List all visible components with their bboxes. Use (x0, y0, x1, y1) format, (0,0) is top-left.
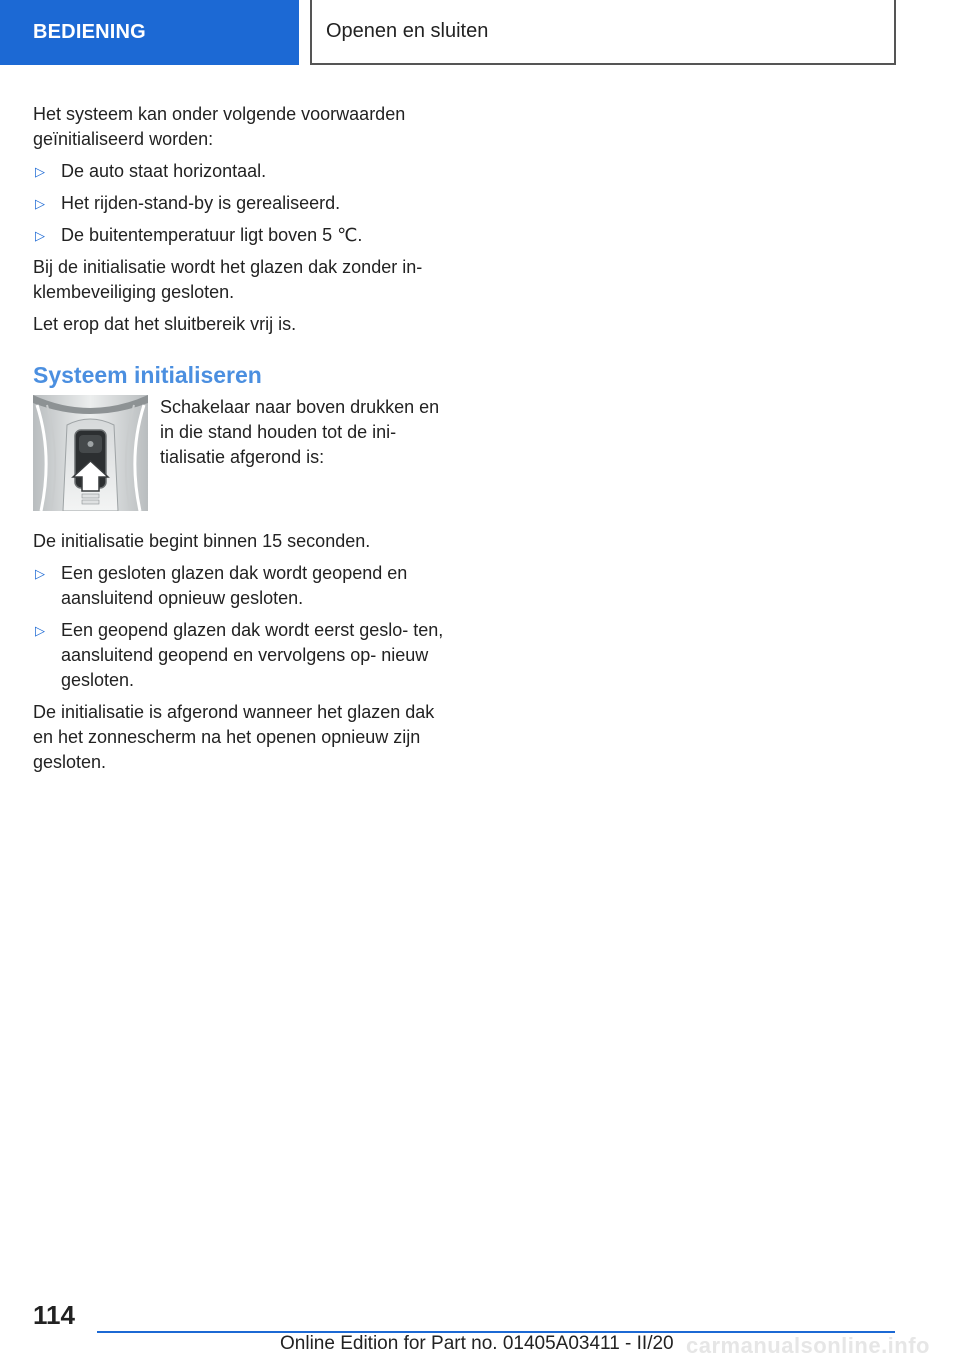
start-text: De initialisatie begint binnen 15 seconden. (33, 531, 371, 551)
section-title: BEDIENING (33, 21, 146, 43)
list-item-text: De buitentemperatuur ligt boven 5 ℃. (61, 225, 363, 245)
page-number: 114 (33, 1300, 75, 1330)
main-content (33, 102, 448, 782)
section-heading: Systeem initialiseren (33, 362, 262, 388)
list-item-text: De auto staat horizontaal. (61, 161, 267, 181)
triangle-bullet-icon: ▷ (35, 164, 45, 179)
list-item (33, 223, 448, 248)
section-tab (0, 0, 299, 65)
list-item (33, 618, 448, 693)
triangle-bullet-icon: ▷ (35, 623, 45, 638)
list-item (33, 561, 448, 611)
switch-instruction: Schakelaar naar boven drukken en in die stand houden tot de ini- tialisatie afgerond is: (160, 397, 440, 467)
list-item-text: Een gesloten glazen dak wordt geopend en aansluitend opnieuw gesloten. (61, 563, 408, 608)
steps-list (33, 561, 448, 693)
pinch-protection-note: Bij de initialisatie wordt het glazen dak zonder in- klembeveiliging gesloten. (33, 257, 423, 302)
list-item-text: Het rijden-stand-by is gerealiseerd. (61, 193, 341, 213)
triangle-bullet-icon: ▷ (35, 566, 45, 581)
roof-switch-illustration (33, 395, 148, 511)
list-item (33, 191, 448, 216)
list-item (33, 159, 448, 184)
conditions-list (33, 159, 448, 248)
end-text: De initialisatie is afgerond wanneer het glazen dak en het zonnescherm na het openen opnieuw zijn gesloten. (33, 702, 435, 772)
chapter-title: Openen en sluiten (326, 20, 489, 42)
triangle-bullet-icon: ▷ (35, 228, 45, 243)
edition-text: Online Edition for Part no. 01405A03411 - II/20 (280, 1333, 674, 1354)
triangle-bullet-icon: ▷ (35, 196, 45, 211)
chapter-header (310, 0, 896, 65)
figure-row (33, 395, 448, 511)
watermark: carmanualsonline.info (686, 1333, 930, 1358)
list-item-text: Een geopend glazen dak wordt eerst geslo- ten, aansluitend geopend en vervolgens op- nieuw gesloten. (61, 620, 444, 690)
intro-text: Het systeem kan onder volgende voorwaarden geïnitialiseerd worden: (33, 104, 406, 149)
clear-area-note: Let erop dat het sluitbereik vrij is. (33, 314, 297, 334)
